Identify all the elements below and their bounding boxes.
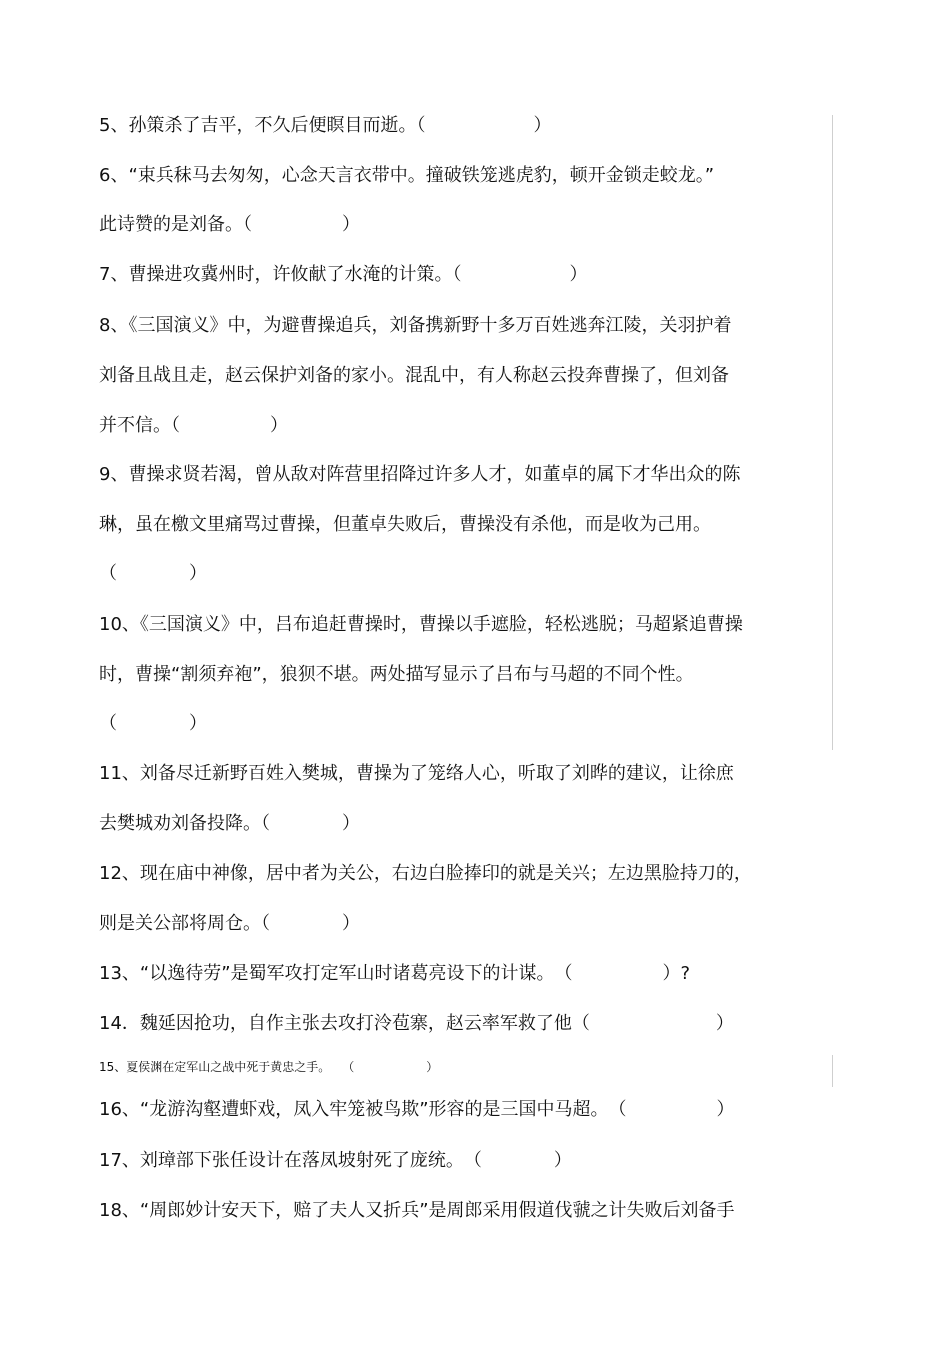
question-text-line: 6、“束兵秣马去匆匆，心念天言衣带中。撞破铁笼逃虎豹，顿开金锁走蛟龙。” [99,165,715,186]
question-text-line: 11、刘备尽迁新野百姓入樊城，曹操为了笼络人心，听取了刘晔的建议，让徐庶 [99,763,734,784]
question-text-line: 此诗赞的是刘备。（ ） [99,214,360,235]
question-text-line: 并不信。（ ） [99,415,288,436]
question-text-line: 18、“周郎妙计安天下，赔了夫人又折兵”是周郎采用假道伐虢之计失败后刘备手 [99,1200,735,1221]
question-text-line: 7、曹操进攻冀州时，许攸献了水淹的计策。（ ） [99,264,588,285]
question-text-line: 10、《三国演义》中，吕布追赶曹操时，曹操以手遮脸，轻松逃脱；马超紧追曹操 [99,614,743,635]
question-text-line: 5、孙策杀了吉平，不久后便瞑目而逝。（ ） [99,115,552,136]
question-text-line: 刘备且战且走，赵云保护刘备的家小。混乱中，有人称赵云投奔曹操了，但刘备 [99,365,729,386]
question-text-line: 17、刘璋部下张任设计在落凤坡射死了庞统。 （ ） [99,1150,572,1171]
question-text-line: 9、曹操求贤若渴，曾从敌对阵营里招降过许多人才，如董卓的属下才华出众的陈 [99,464,741,485]
question-text-line: 12、现在庙中神像，居中者为关公，右边白脸捧印的就是关兴；左边黑脸持刀的， [99,863,752,884]
vertical-rule-top [832,115,833,750]
question-text-line: 15、夏侯渊在定军山之战中死于黄忠之手。 （ ） [99,1060,439,1074]
question-text-line: 13、“以逸待劳”是蜀军攻打定军山时诸葛亮设下的计谋。 （ ）? [99,963,691,984]
question-text-line: （ ） [99,713,207,734]
question-text-line: 14．魏延因抢功，自作主张去攻打泠苞寨，赵云率军救了他（ ） [99,1013,734,1034]
vertical-rule-bottom [832,1055,833,1087]
question-text-line: 琳，虽在檄文里痛骂过曹操，但董卓失败后，曹操没有杀他，而是收为己用。 [99,514,711,535]
question-text-line: （ ） [99,563,207,584]
question-text-line: 时，曹操“割须弃袍”，狼狈不堪。两处描写显示了吕布与马超的不同个性。 [99,664,694,685]
question-text-line: 8、《三国演义》中，为避曹操追兵，刘备携新野十多万百姓逃奔江陵，关羽护着 [99,315,732,336]
question-text-line: 去樊城劝刘备投降。（ ） [99,813,360,834]
question-text-line: 则是关公部将周仓。（ ） [99,913,360,934]
question-text-line: 16、“龙游沟壑遭虾戏，凤入牢笼被鸟欺”形容的是三国中马超。 （ ） [99,1099,735,1120]
